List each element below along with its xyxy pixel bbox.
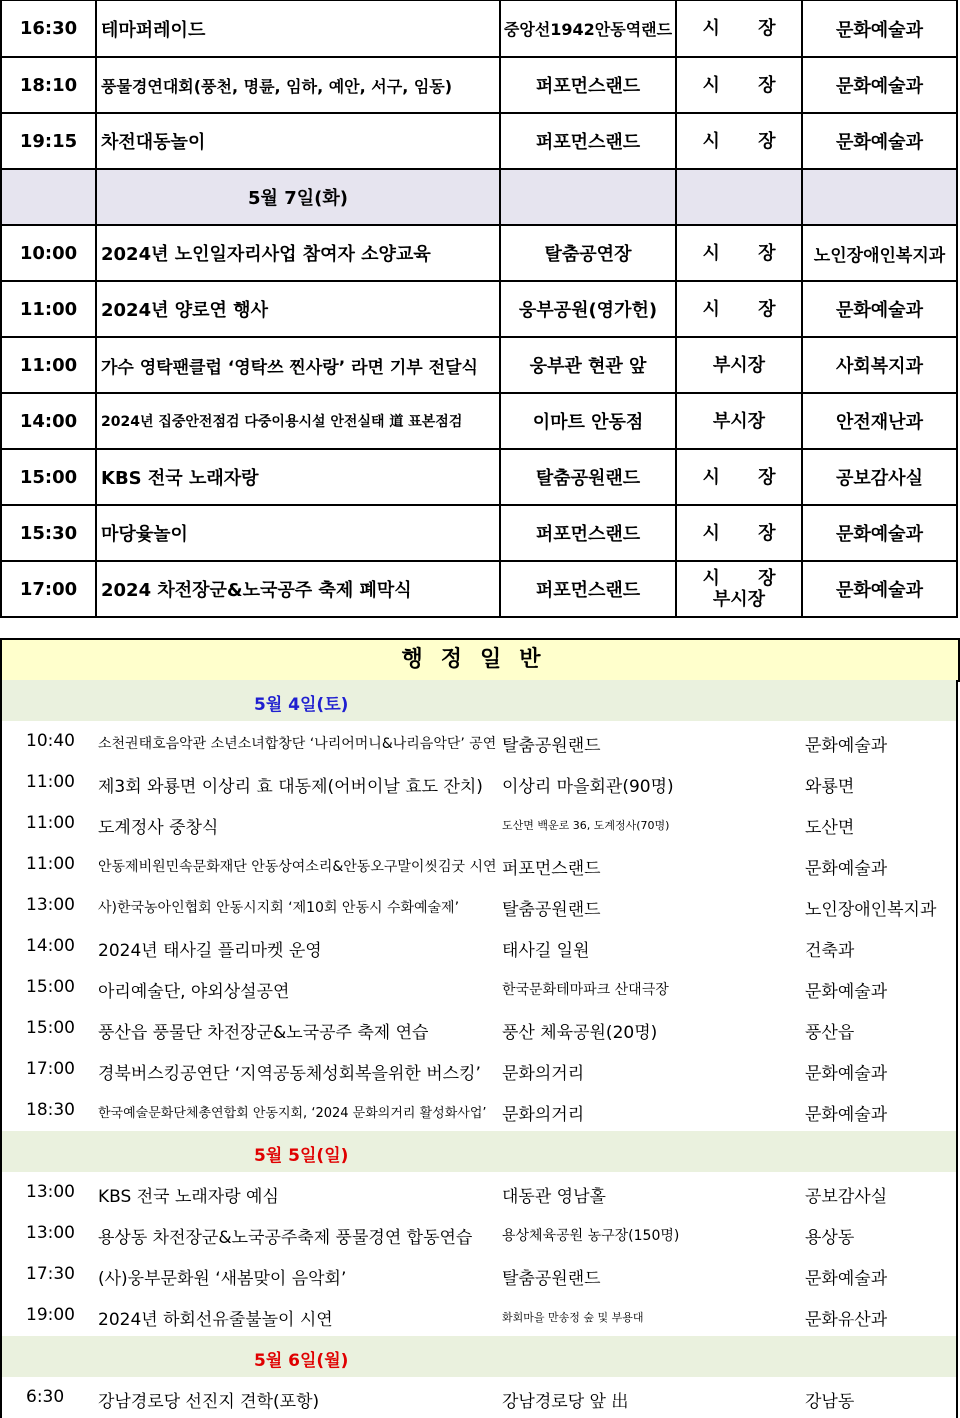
attendee-cell: [676, 449, 802, 505]
item-place: 태사길 일원: [502, 941, 590, 961]
attendee-cell: 부시장: [676, 337, 802, 393]
attendee-cell: [676, 561, 802, 617]
item-event: 소천권태호음악관 소년소녀합창단 ‘나리어머니&나리음악단’ 공연: [98, 736, 497, 752]
item-event: 풍산읍 풍물단 차전장군&노국공주 축제 연습: [98, 1023, 429, 1043]
date-cell: 5월 7일(화): [96, 169, 500, 225]
attendee-text: 시 장: [702, 74, 792, 96]
item-time: 15:00: [26, 977, 75, 997]
section-banner: 행정일반: [0, 638, 960, 682]
list-item: [2, 1090, 956, 1131]
department-cell: 문화예술과: [802, 1, 957, 58]
date-header-row: [1, 169, 957, 225]
item-event: 용상동 차전장군&노국공주축제 풍물경연 합동연습: [98, 1228, 473, 1248]
item-time: 17:00: [26, 1059, 75, 1079]
item-event: 도계정사 중창식: [98, 818, 219, 838]
time-cell: 19:15: [1, 113, 96, 169]
time-cell: 16:30: [1, 1, 96, 58]
time-cell: 11:00: [1, 337, 96, 393]
list-item: [2, 1049, 956, 1090]
item-time: 11:00: [26, 772, 75, 792]
place-cell: 탈춤공연장: [500, 225, 676, 281]
department-cell: 문화예술과: [802, 561, 957, 617]
table-row: [1, 337, 957, 393]
item-place: 풍산 체육공원(20명): [502, 1023, 658, 1043]
item-place: 문화의거리: [502, 1105, 585, 1125]
department-cell: 사회복지과: [802, 337, 957, 393]
item-event: 사)한국농아인협회 안동시지회 ‘제10회 안동시 수화예술제’: [98, 900, 460, 916]
item-time: 17:30: [26, 1264, 75, 1284]
item-department: 용상동: [805, 1228, 855, 1248]
list-item: [2, 1172, 956, 1213]
place-cell: 탈춤공원랜드: [500, 449, 676, 505]
event-cell: 2024년 노인일자리사업 참여자 소양교육: [96, 225, 500, 281]
attendee-cell: [676, 505, 802, 561]
date-header: [2, 680, 956, 721]
list-item: [2, 1295, 956, 1336]
department-cell: 노인장애인복지과: [802, 225, 957, 281]
item-event: 강남경로당 선진지 견학(포항): [98, 1392, 320, 1412]
list-item: [2, 803, 956, 844]
time-cell: 14:00: [1, 393, 96, 449]
place-cell: 중앙선1942안동역랜드: [500, 1, 676, 58]
item-time: 10:40: [26, 731, 75, 751]
time-cell: 11:00: [1, 281, 96, 337]
table-row: [1, 113, 957, 169]
attendee-cell: [676, 113, 802, 169]
table-row: [1, 57, 957, 113]
empty-cell: [676, 169, 802, 225]
department-cell: 문화예술과: [802, 57, 957, 113]
event-cell: 2024년 집중안전점검 다중이용시설 안전실태 道 표본점검: [96, 393, 500, 449]
item-department: 강남동: [805, 1392, 855, 1412]
attendee-cell: [676, 281, 802, 337]
item-place: 문화의거리: [502, 1064, 585, 1084]
general-admin-list: [0, 680, 958, 1418]
place-cell: 퍼포먼스랜드: [500, 505, 676, 561]
item-event: 아리예술단, 야외상설공연: [98, 982, 290, 1002]
date-header: [2, 1131, 956, 1172]
time-cell: 17:00: [1, 561, 96, 617]
empty-cell: [802, 169, 957, 225]
item-department: 문화유산과: [805, 1310, 888, 1330]
place-cell: 이마트 안동점: [500, 393, 676, 449]
time-cell: 10:00: [1, 225, 96, 281]
item-time: 13:00: [26, 895, 75, 915]
item-time: 19:00: [26, 1305, 75, 1325]
attendee-cell: [676, 1, 802, 58]
item-place: 화회마을 만송정 숲 및 부용대: [502, 1311, 644, 1324]
event-cell: 풍물경연대회(풍천, 명륜, 임하, 예안, 서구, 임동): [96, 57, 500, 113]
attendee-text-2: 부시장: [712, 589, 766, 610]
place-cell: 퍼포먼스랜드: [500, 113, 676, 169]
time-cell: 15:30: [1, 505, 96, 561]
list-item: [2, 1377, 956, 1418]
table-row: [1, 281, 957, 337]
item-time: 6:30: [26, 1387, 65, 1407]
item-event: 경북버스킹공연단 ‘지역공동체성회복을위한 버스킹’: [98, 1064, 481, 1084]
department-cell: 공보감사실: [802, 449, 957, 505]
item-department: 건축과: [805, 941, 855, 961]
list-item: [2, 1254, 956, 1295]
attendee-text: 시 장: [702, 568, 792, 589]
item-place: 탈춤공원랜드: [502, 1269, 601, 1289]
table-row: [1, 393, 957, 449]
attendee-cell: [676, 225, 802, 281]
list-item: [2, 762, 956, 803]
event-cell: KBS 전국 노래자랑: [96, 449, 500, 505]
event-cell: 2024년 양로연 행사: [96, 281, 500, 337]
item-department: 문화예술과: [805, 859, 888, 879]
event-cell: 2024 차전장군&노국공주 축제 폐막식: [96, 561, 500, 617]
list-item: [2, 844, 956, 885]
attendee-text: 시 장: [702, 242, 792, 264]
date-label: 5월 6일(월): [254, 1351, 349, 1371]
date-label: 5월 4일(토): [254, 695, 349, 715]
place-cell: 퍼포먼스랜드: [500, 57, 676, 113]
item-time: 11:00: [26, 854, 75, 874]
date-label: 5월 5일(일): [254, 1146, 349, 1166]
place-cell: 퍼포먼스랜드: [500, 561, 676, 617]
item-place: 도산면 백운로 36, 도계정사(70명): [502, 819, 670, 832]
list-item: [2, 967, 956, 1008]
item-place: 탈춤공원랜드: [502, 736, 601, 756]
item-time: 13:00: [26, 1182, 75, 1202]
item-time: 14:00: [26, 936, 75, 956]
item-time: 11:00: [26, 813, 75, 833]
empty-cell: [1, 169, 96, 225]
item-time: 15:00: [26, 1018, 75, 1038]
list-item: [2, 926, 956, 967]
department-cell: 문화예술과: [802, 505, 957, 561]
department-cell: 문화예술과: [802, 281, 957, 337]
item-time: 18:30: [26, 1100, 75, 1120]
item-department: 풍산읍: [805, 1023, 855, 1043]
place-cell: 웅부관 현관 앞: [500, 337, 676, 393]
attendee-text: 시 장: [702, 18, 792, 39]
time-cell: 15:00: [1, 449, 96, 505]
table-row: [1, 449, 957, 505]
attendee-text: 시 장: [702, 522, 792, 544]
item-event: 2024년 하회선유줄불놀이 시연: [98, 1310, 333, 1330]
event-cell: 차전대동놀이: [96, 113, 500, 169]
list-item: [2, 721, 956, 762]
item-event: (사)웅부문화원 ‘새봄맞이 음악회’: [98, 1269, 347, 1289]
item-department: 도산면: [805, 818, 855, 838]
item-place: 한국문화테마파크 산대극장: [502, 982, 669, 998]
item-place: 용상체육공원 농구장(150명): [502, 1228, 680, 1244]
item-event: 2024년 태사길 플리마켓 운영: [98, 941, 322, 961]
item-event: 안동제비원민속문화재단 안동상여소리&안동오구말이씻김굿 시연: [98, 859, 497, 875]
event-cell: 마당윷놀이: [96, 505, 500, 561]
attendee-cell: 부시장: [676, 393, 802, 449]
table-row: [1, 225, 957, 281]
executive-schedule-table: [0, 0, 958, 618]
item-department: 문화예술과: [805, 982, 888, 1002]
item-event: 한국예술문화단체총연합회 안동지회, ‘2024 문화의거리 활성화사업’: [98, 1106, 487, 1121]
item-department: 문화예술과: [805, 736, 888, 756]
item-department: 노인장애인복지과: [805, 900, 937, 920]
list-item: [2, 1213, 956, 1254]
item-place: 이상리 마을회관(90명): [502, 777, 674, 797]
item-department: 문화예술과: [805, 1064, 888, 1084]
attendee-text: 시 장: [702, 130, 792, 152]
item-place: 강남경로당 앞 出: [502, 1392, 629, 1412]
list-item: [2, 885, 956, 926]
item-place: 탈춤공원랜드: [502, 900, 601, 920]
item-event: 제3회 와룡면 이상리 효 대동제(어버이날 효도 잔치): [98, 777, 483, 797]
table-row: [1, 505, 957, 561]
event-cell: 테마퍼레이드: [96, 1, 500, 58]
item-place: 대동관 영남홀: [502, 1187, 606, 1207]
item-department: 문화예술과: [805, 1269, 888, 1289]
attendee-text: 시 장: [702, 298, 792, 320]
item-place: 퍼포먼스랜드: [502, 859, 601, 879]
department-cell: 안전재난과: [802, 393, 957, 449]
item-department: 와룡면: [805, 777, 855, 797]
department-cell: 문화예술과: [802, 113, 957, 169]
item-department: 공보감사실: [805, 1187, 888, 1207]
table-row: [1, 1, 957, 58]
date-header: [2, 1336, 956, 1377]
attendee-text: 시 장: [702, 466, 792, 488]
attendee-cell: [676, 57, 802, 113]
item-time: 13:00: [26, 1223, 75, 1243]
item-department: 문화예술과: [805, 1105, 888, 1125]
place-cell: 웅부공원(영가헌): [500, 281, 676, 337]
item-event: KBS 전국 노래자랑 예심: [98, 1187, 279, 1207]
event-cell: 가수 영탁팬클럽 ‘영탁쓰 찐사랑’ 라면 기부 전달식: [96, 337, 500, 393]
list-item: [2, 1008, 956, 1049]
table-row: [1, 561, 957, 617]
time-cell: 18:10: [1, 57, 96, 113]
empty-cell: [500, 169, 676, 225]
